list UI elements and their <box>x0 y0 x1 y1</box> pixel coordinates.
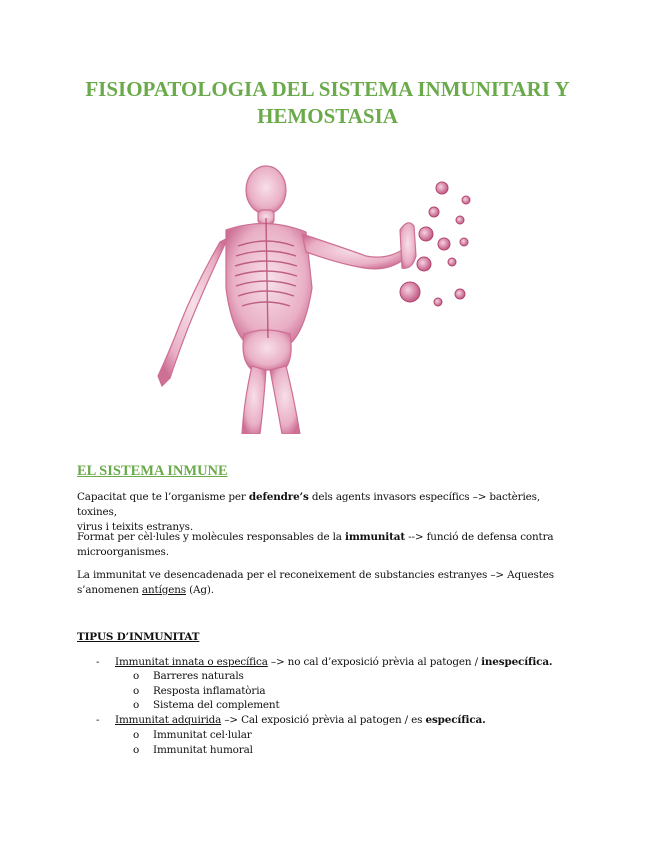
body-silhouette <box>158 166 416 434</box>
sublist-item <box>133 669 244 683</box>
list-item-label: Immunitat adquirida <box>115 714 222 726</box>
sublist-item <box>133 728 252 742</box>
title-line-2: HEMOSTASIA <box>257 104 398 128</box>
section-heading: EL SISTEMA INMUNE <box>77 463 228 479</box>
sublist-item <box>133 743 253 757</box>
p2-bold: immunitat <box>345 531 405 543</box>
sublist-item-text: Resposta inflamatòria <box>153 685 266 697</box>
p3-text-d: (Ag). <box>185 584 214 596</box>
list-dash: - <box>96 714 100 726</box>
p1-text-c: dels agents invasors específics –> bactèries, toxines, <box>77 491 540 518</box>
sublist-item-text: Barreres naturals <box>153 670 244 682</box>
list-item-bold: específica <box>425 714 483 726</box>
list-item-bold: inespecífica <box>481 656 549 668</box>
p2-text-d: microorganismes. <box>77 546 169 558</box>
paragraph-composition <box>77 530 582 560</box>
list-item-text: –> no cal d’exposició prèvia al patogen / <box>267 656 482 668</box>
sublist-item <box>133 684 265 698</box>
list-item-label: Immunitat innata o específica <box>115 656 268 668</box>
p1-text-d: virus i teixits estranys. <box>77 521 194 533</box>
list-item-end: . <box>482 714 486 726</box>
p1-bold: defendre’s <box>248 491 309 503</box>
list-item <box>77 655 552 669</box>
p2-text-c: --> funció de defensa contra <box>405 531 554 543</box>
p1-text-a: Capacitat que te l’organisme per <box>77 491 249 503</box>
sublist-item-text: Sistema del complement <box>153 699 280 711</box>
sublist-item <box>133 698 280 712</box>
page-title <box>60 76 595 130</box>
list-item <box>77 713 486 727</box>
p2-text-a: Format per cèl·lules y molècules responsables de la <box>77 531 346 543</box>
sub-bullet: o <box>133 699 140 711</box>
sub-bullet: o <box>133 670 140 682</box>
sublist-item-text: Immunitat humoral <box>153 744 253 756</box>
sub-bullet: o <box>133 685 140 697</box>
list-dash: - <box>96 656 100 668</box>
paragraph-antigens <box>77 568 582 598</box>
paragraph-definition <box>77 490 582 535</box>
p3-text-a: La immunitat ve desencadenada per el reconeixement de substancies estranyes –> Aquestes <box>77 569 554 581</box>
list-item-text: –> Cal exposició prèvia al patogen / es <box>221 714 426 726</box>
sub-bullet: o <box>133 744 140 756</box>
sublist-item-text: Immunitat cel·lular <box>153 729 252 741</box>
title-line-1: FISIOPATOLOGIA DEL SISTEMA INMUNITARI Y <box>85 77 570 101</box>
p3-text-b: s’anomenen <box>77 584 142 596</box>
tipus-heading: TIPUS D’INMUNITAT <box>77 631 200 643</box>
antigens-term: antígens <box>141 584 186 596</box>
sub-bullet: o <box>133 729 140 741</box>
human-skeleton-illustration <box>134 138 524 434</box>
list-item-end: . <box>548 656 553 668</box>
